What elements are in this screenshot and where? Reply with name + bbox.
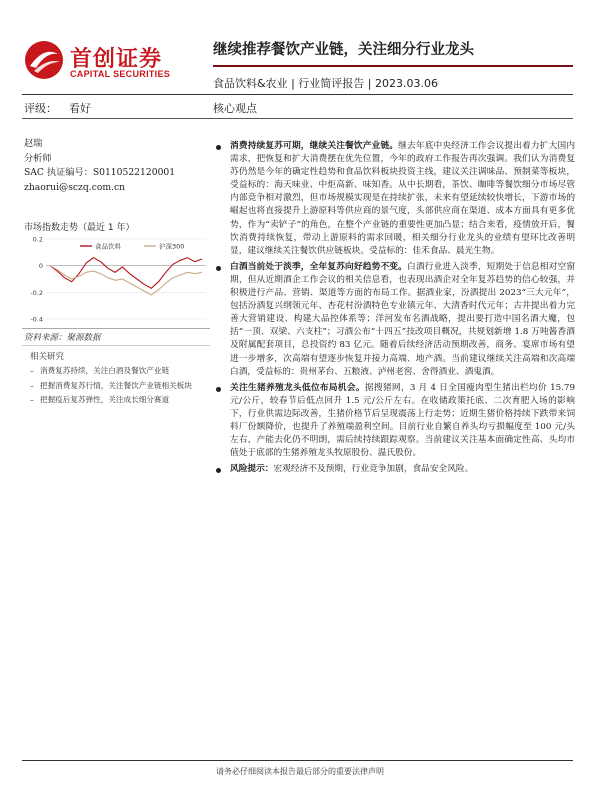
rating	[24, 100, 91, 116]
report-subtitle: 食品饮料&农业 | 行业简评报告 | 2023.03.06	[213, 77, 438, 90]
related-item[interactable]: – 消费复苏持续，关注白酒及餐饮产业链	[30, 365, 208, 377]
analyst-email[interactable]: zhaorui@sczq.com.cn	[24, 181, 126, 193]
footer-divider	[22, 760, 573, 761]
keypoint-lead: 消费持续复苏可期，继续关注餐饮产业链。	[230, 141, 399, 151]
keypoint-text: 继去年底中央经济工作会议提出着力扩大国内需求，把恢复和扩大消费摆在优先位置，今年的政府工作报告再次强调。我们认为消费复苏仍然是今年的确定性趋势和食品饮料板块投资主线，建议关注调味品、预制菜等板块，受益标的：海天味业、中炬高新、味知香。从中长期看，茶饮、咖啡等餐饮细分市场尽管内部竞争相对激烈，但市场规模实现是在持续扩张，未来有望延续较快增长，下游市场的崛起也将直接提升上游原料等供应商的景气度，头部供应商在渠道、成本方面具有更多优势，作为“卖铲子”的角色，在整个产业链的重要性更加凸显；结合来看，疫情放开后，餐饮消费持续恢复，带动上游原料的需求回暖，相关细分行业龙头的业绩有望环比改善明显，建议继续关注餐饮供应链板块。受益标的：佳禾食品、晨光生物。	[230, 141, 576, 256]
keypoints-content	[213, 140, 575, 479]
keypoint-paragraph	[213, 261, 575, 379]
analyst-sac: SAC 执证编号：S0110522120001	[24, 167, 176, 178]
rating-label: 评级：	[24, 102, 57, 115]
rating-value: 看好	[69, 102, 91, 115]
keypoint-paragraph	[213, 463, 575, 476]
footer-disclaimer: 请务必仔细阅读本报告最后部分的重要法律声明	[216, 767, 384, 776]
company-name-cn: 首创证券	[70, 47, 163, 72]
analyst-info	[24, 137, 175, 195]
y-tick-label: -0.4	[30, 315, 43, 324]
bullet-icon	[216, 387, 221, 392]
bullet-icon	[216, 468, 221, 473]
keypoint-text: 据搜猪网，3 月 4 日全国瘦肉型生猪出栏均价 15.79 元/公斤，较春节后低点回升 1.5 元/公斤左右。在收储政策托底、二次育肥入场的影响下，行业供需边际改善，生猪价格节后呈现震荡上行走势；近期生猪价格持续下跌带来饲料厂份额降价，也提升了养殖端盈利空间。目前行业自繁自养头均亏损幅度至 100 元/头左右，产能去化仍不明朗，需后续持续跟踪观察。当前建议关注基本面确定性高、头均市值处于底部的生猪养殖龙头牧原股份、温氏股份。	[230, 382, 575, 459]
chart-source: 资料来源：聚源数据	[24, 333, 101, 343]
company-logo	[22, 38, 212, 88]
title-divider	[213, 65, 573, 67]
section-divider	[22, 118, 573, 119]
bullet-icon	[216, 145, 221, 150]
keypoint-text: 白酒行业进入淡季，短期处于信息相对空窗期，但从近期酒企工作会议的相关信息看，也表现出酒企对全年复苏趋势的信心较强，并积极进行产品、营销、渠道等方面的布局工作。据酒业家，汾酒提出 2023“三大元年”，包括汾酒复兴纲领元年、杏花村汾酒特色专业镇元年、大清香时代元年；古井提出着力完善大营销建设、构建大品控体系等；洋河发布名酒战略，提出要打造中国名酒大魔，包括“一顶、双梁、六支柱”；习酒公布“十四五”技改项目概况，共规划新增 1.8 万吨酱香酒及附属配套项目，总投资约 83 亿元。随着后续经济活动预期改善，商务、宴席市场有望进一步增多，次高端有望逐步恢复并接力高端、地产酒。当前建议继续关注高端和次高端白酒，受益标的：贵州茅台、五粮液、泸州老窖、舍得酒业、酒鬼酒。	[230, 261, 576, 377]
related-list	[30, 365, 208, 409]
keypoint-lead: 白酒当前处于淡季，全年复苏向好趋势不变。	[230, 261, 408, 272]
legend-label: 沪深300	[159, 242, 185, 251]
bullet-icon	[216, 266, 221, 271]
market-index-chart	[22, 233, 210, 325]
analyst-role: 分析师	[24, 152, 52, 164]
keypoint-lead: 风险提示：	[230, 464, 274, 475]
related-item[interactable]: – 把握疫后复苏弹性，关注成长细分赛道	[30, 394, 208, 406]
keypoint-paragraph	[213, 140, 575, 258]
keypoint-paragraph	[213, 382, 575, 461]
series-line-food-beverage	[50, 258, 202, 289]
logo-mark-icon	[22, 38, 66, 82]
chart-title: 市场指数走势（最近 1 年）	[24, 223, 135, 233]
related-divider	[22, 345, 210, 346]
analyst-name: 赵瑞	[24, 138, 43, 149]
chart-svg	[22, 233, 210, 325]
related-title: 相关研究	[30, 352, 65, 362]
keypoint-lead: 关注生猪养殖龙头低位布局机会。	[230, 382, 365, 393]
legend-label: 食品饮料	[95, 242, 121, 251]
keypoint-text: 宏观经济不及预期，行业竞争加剧，食品安全风险。	[273, 464, 474, 475]
header-divider	[22, 94, 573, 95]
y-tick-label: 0.2	[32, 235, 43, 244]
company-name-en: CAPITAL SECURITIES	[70, 69, 171, 79]
keypoints-title: 核心观点	[213, 102, 257, 115]
related-item[interactable]: – 把握消费复苏行情，关注餐饮产业链相关板块	[30, 380, 208, 392]
y-tick-label: -0.2	[30, 288, 43, 297]
report-title: 继续推荐餐饮产业链，关注细分行业龙头	[213, 42, 474, 58]
y-tick-label: 0	[38, 262, 43, 271]
chart-source-divider	[22, 328, 210, 329]
